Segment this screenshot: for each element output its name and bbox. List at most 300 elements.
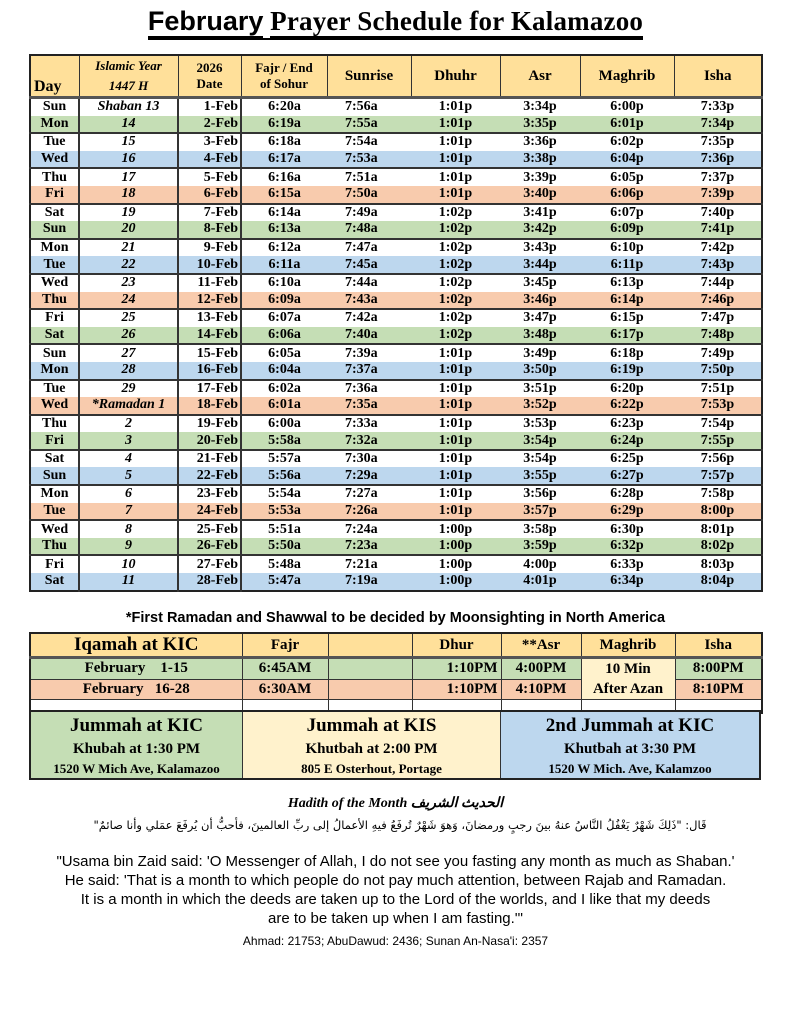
- header-sunrise: Sunrise: [327, 55, 411, 98]
- cell-date: 4-Feb: [178, 151, 241, 169]
- cell-day: Fri: [30, 309, 79, 327]
- cell-asr: 3:36p: [523, 134, 557, 150]
- cell-date: 25-Feb: [178, 520, 241, 538]
- cell-isha: 7:43p: [700, 256, 735, 272]
- cell-sunrise: 7:45a: [345, 256, 378, 272]
- cell-asr: 3:35p: [523, 115, 557, 131]
- cell-islamic: 22: [79, 256, 178, 274]
- jummah-khutbah-time: Khutbah at 3:30 PM: [563, 741, 697, 757]
- cell-sunrise: 7:43a: [345, 291, 378, 307]
- cell-dhuhr: 1:01p: [438, 362, 473, 378]
- cell-day: Wed: [30, 520, 79, 538]
- cell-maghrib: 6:07p: [610, 204, 644, 220]
- cell-fajr: 5:50a: [268, 538, 301, 554]
- cell-date: 13-Feb: [178, 309, 241, 327]
- iqamah-asr: 4:10PM: [501, 679, 581, 700]
- cell-dhuhr: 1:00p: [438, 538, 473, 554]
- cell-date: 5-Feb: [178, 168, 241, 186]
- cell-isha: 7:57p: [700, 467, 735, 483]
- iqamah-period: February 16-28: [30, 679, 242, 700]
- cell-asr: 3:42p: [523, 221, 557, 237]
- cell-sunrise: 7:39a: [345, 345, 378, 361]
- cell-dhuhr: 1:01p: [438, 186, 473, 202]
- cell-date: 2-Feb: [178, 116, 241, 134]
- cell-dhuhr: 1:00p: [438, 556, 473, 572]
- cell-day: Sat: [30, 450, 79, 468]
- cell-isha: 7:42p: [700, 240, 735, 256]
- cell-maghrib: 6:27p: [610, 467, 644, 483]
- cell-asr: 3:53p: [523, 415, 557, 431]
- cell-maghrib: 6:01p: [610, 115, 644, 131]
- moonsighting-note: *First Ramadan and Shawwal to be decided by Moonsighting in North America: [125, 610, 666, 626]
- cell-fajr: 6:02a: [268, 380, 301, 396]
- cell-date: 7-Feb: [178, 204, 241, 222]
- cell-isha: 8:00p: [700, 502, 735, 518]
- schedule-row: [30, 186, 762, 204]
- cell-isha: 8:01p: [700, 521, 735, 537]
- cell-isha: 8:02p: [700, 538, 735, 554]
- hadith-english-quote: [20, 852, 771, 928]
- cell-asr: 4:00p: [523, 556, 557, 572]
- cell-islamic: 29: [79, 380, 178, 398]
- schedule-row: [30, 98, 762, 116]
- cell-maghrib: 6:23p: [610, 415, 644, 431]
- cell-day: Fri: [30, 555, 79, 573]
- cell-islamic: 10: [79, 555, 178, 573]
- cell-isha: 7:36p: [700, 151, 735, 167]
- cell-date: 21-Feb: [178, 450, 241, 468]
- quote-line: are to be taken up when I am fasting.'": [267, 910, 523, 927]
- cell-fajr: 5:58a: [268, 432, 301, 448]
- iqamah-maghrib: [581, 658, 675, 700]
- schedule-row: [30, 116, 762, 134]
- cell-fajr: 6:19a: [268, 115, 301, 131]
- iqamah-table: [29, 632, 763, 714]
- cell-fajr: 6:01a: [268, 397, 301, 413]
- cell-date: 26-Feb: [178, 538, 241, 556]
- cell-day: Sun: [30, 344, 79, 362]
- cell-day: Tue: [30, 133, 79, 151]
- cell-dhuhr: 1:01p: [438, 169, 473, 185]
- iqamah-header-row: [30, 633, 762, 658]
- cell-islamic: 21: [79, 239, 178, 257]
- cell-islamic: 28: [79, 362, 178, 380]
- cell-maghrib: 6:24p: [610, 432, 644, 448]
- cell-fajr: 6:13a: [268, 221, 301, 237]
- cell-asr: 3:40p: [523, 186, 557, 202]
- cell-isha: 7:55p: [700, 432, 735, 448]
- schedule-row: [30, 432, 762, 450]
- cell-maghrib: 6:10p: [610, 240, 644, 256]
- schedule-row: [30, 380, 762, 398]
- cell-dhuhr: 1:01p: [438, 467, 473, 483]
- schedule-row: [30, 256, 762, 274]
- iqamah-header-isha: Isha: [675, 633, 762, 658]
- header-fajr-line2: of Sohur: [259, 76, 309, 91]
- cell-day: Thu: [30, 292, 79, 310]
- jummah-title: 2nd Jummah at KIC: [545, 715, 715, 736]
- cell-sunrise: 7:47a: [345, 240, 378, 256]
- cell-maghrib: 6:06p: [610, 186, 644, 202]
- cell-fajr: 6:05a: [268, 345, 301, 361]
- cell-islamic: 11: [79, 573, 178, 591]
- cell-date: 14-Feb: [178, 327, 241, 345]
- cell-sunrise: 7:35a: [345, 397, 378, 413]
- cell-isha: 7:46p: [700, 291, 735, 307]
- header-date: [178, 55, 241, 98]
- cell-isha: 7:54p: [700, 415, 735, 431]
- cell-isha: 7:34p: [700, 115, 735, 131]
- cell-day: Sun: [30, 221, 79, 239]
- schedule-row: [30, 274, 762, 292]
- cell-isha: 7:48p: [700, 327, 735, 343]
- cell-day: Tue: [30, 256, 79, 274]
- cell-date: 27-Feb: [178, 555, 241, 573]
- cell-day: Sat: [30, 573, 79, 591]
- cell-isha: 7:58p: [700, 486, 735, 502]
- cell-sunrise: 7:24a: [345, 521, 378, 537]
- cell-day: Wed: [30, 151, 79, 169]
- cell-day: Mon: [30, 362, 79, 380]
- cell-dhuhr: 1:01p: [438, 486, 473, 502]
- iqamah-dhur: 1:10PM: [412, 679, 501, 700]
- header-fajr-line1: Fajr / End: [255, 60, 313, 75]
- quote-line: "Usama bin Zaid said: 'O Messenger of Allah, I do not see you fasting any month as much as Shaban.': [56, 853, 735, 870]
- cell-isha: 7:53p: [700, 397, 735, 413]
- cell-date: 15-Feb: [178, 344, 241, 362]
- cell-asr: 3:41p: [523, 204, 557, 220]
- cell-dhuhr: 1:02p: [438, 310, 473, 326]
- cell-dhuhr: 1:02p: [438, 327, 473, 343]
- cell-day: Mon: [30, 485, 79, 503]
- cell-dhuhr: 1:01p: [438, 115, 473, 131]
- cell-dhuhr: 1:02p: [438, 204, 473, 220]
- cell-dhuhr: 1:00p: [438, 573, 473, 589]
- prayer-schedule-table: [29, 54, 763, 592]
- schedule-row: [30, 204, 762, 222]
- cell-asr: 3:39p: [523, 169, 557, 185]
- cell-asr: 4:01p: [523, 573, 557, 589]
- jummah-kis: [243, 712, 501, 778]
- cell-day: Fri: [30, 186, 79, 204]
- header-islamic-year: [79, 55, 178, 98]
- cell-isha: 7:50p: [700, 362, 735, 378]
- cell-fajr: 5:47a: [268, 573, 301, 589]
- jummah-khutbah-time: Khutbah at 2:00 PM: [305, 741, 438, 757]
- cell-sunrise: 7:50a: [345, 186, 378, 202]
- iqamah-maghrib-line1: 10 Min: [605, 661, 651, 677]
- cell-date: 19-Feb: [178, 415, 241, 433]
- cell-islamic: 7: [79, 503, 178, 521]
- cell-sunrise: 7:32a: [345, 432, 378, 448]
- schedule-row: [30, 221, 762, 239]
- cell-dhuhr: 1:02p: [438, 275, 473, 291]
- header-day: Day: [30, 55, 79, 98]
- iqamah-isha: 8:00PM: [675, 658, 762, 680]
- cell-islamic: 23: [79, 274, 178, 292]
- cell-islamic: 26: [79, 327, 178, 345]
- cell-sunrise: 7:40a: [345, 327, 378, 343]
- cell-sunrise: 7:33a: [345, 415, 378, 431]
- jummah-address: 1520 W Mich. Ave, Kalamzoo: [548, 761, 712, 776]
- schedule-row: [30, 309, 762, 327]
- cell-day: Thu: [30, 538, 79, 556]
- jummah-address: 1520 W Mich Ave, Kalamazoo: [53, 761, 220, 776]
- cell-islamic: 24: [79, 292, 178, 310]
- cell-asr: 3:56p: [523, 486, 557, 502]
- cell-maghrib: 6:18p: [610, 345, 644, 361]
- cell-fajr: 6:00a: [268, 415, 301, 431]
- cell-sunrise: 7:54a: [345, 134, 378, 150]
- cell-maghrib: 6:00p: [610, 99, 644, 115]
- cell-isha: 7:41p: [700, 221, 735, 237]
- cell-maghrib: 6:28p: [610, 486, 644, 502]
- cell-sunrise: 7:26a: [345, 502, 378, 518]
- cell-dhuhr: 1:01p: [438, 432, 473, 448]
- quote-line: He said: 'That is a month to which people do not pay much attention, between Rajab and Ramadan.: [64, 872, 727, 889]
- schedule-row: [30, 362, 762, 380]
- cell-dhuhr: 1:01p: [438, 502, 473, 518]
- cell-fajr: 5:53a: [268, 502, 301, 518]
- cell-asr: 3:47p: [523, 310, 557, 326]
- title-rest: Prayer Schedule for Kalamazoo: [270, 6, 644, 36]
- jummah-section: [29, 710, 761, 780]
- cell-day: Wed: [30, 397, 79, 415]
- header-dhuhr: Dhuhr: [411, 55, 500, 98]
- cell-asr: 3:48p: [523, 327, 557, 343]
- cell-date: 9-Feb: [178, 239, 241, 257]
- cell-date: 3-Feb: [178, 133, 241, 151]
- cell-islamic: 27: [79, 344, 178, 362]
- cell-sunrise: 7:56a: [345, 99, 378, 115]
- cell-fajr: 6:18a: [268, 134, 301, 150]
- cell-asr: 3:54p: [523, 451, 557, 467]
- cell-asr: 3:50p: [523, 362, 557, 378]
- iqamah-maghrib-line2: After Azan: [592, 681, 664, 697]
- cell-asr: 3:59p: [523, 538, 557, 554]
- cell-isha: 7:47p: [700, 310, 735, 326]
- cell-fajr: 5:56a: [268, 467, 301, 483]
- cell-date: 22-Feb: [178, 467, 241, 485]
- cell-day: Sun: [30, 98, 79, 116]
- cell-dhuhr: 1:01p: [438, 134, 473, 150]
- cell-asr: 3:49p: [523, 345, 557, 361]
- iqamah-header-fajr: Fajr: [242, 633, 328, 658]
- header-date-line1: 2026: [196, 60, 223, 75]
- cell-islamic: 25: [79, 309, 178, 327]
- cell-sunrise: 7:42a: [345, 310, 378, 326]
- cell-sunrise: 7:21a: [345, 556, 378, 572]
- iqamah-fajr: 6:30AM: [242, 679, 328, 700]
- cell-islamic: 15: [79, 133, 178, 151]
- cell-fajr: 5:48a: [268, 556, 301, 572]
- iqamah-header-maghrib: Maghrib: [581, 633, 675, 658]
- header-asr: Asr: [500, 55, 580, 98]
- cell-maghrib: 6:32p: [610, 538, 644, 554]
- cell-islamic: 8: [79, 520, 178, 538]
- schedule-row: [30, 573, 762, 591]
- cell-fajr: 6:20a: [268, 99, 301, 115]
- cell-maghrib: 6:34p: [610, 573, 644, 589]
- cell-isha: 7:40p: [700, 204, 735, 220]
- cell-islamic: 16: [79, 151, 178, 169]
- cell-sunrise: 7:23a: [345, 538, 378, 554]
- schedule-row: [30, 292, 762, 310]
- cell-sunrise: 7:36a: [345, 380, 378, 396]
- cell-date: 10-Feb: [178, 256, 241, 274]
- cell-maghrib: 6:29p: [610, 502, 644, 518]
- cell-maghrib: 6:17p: [610, 327, 644, 343]
- cell-date: 28-Feb: [178, 573, 241, 591]
- schedule-row: [30, 450, 762, 468]
- jummah-title: Jummah at KIS: [306, 715, 437, 736]
- cell-fajr: 6:16a: [268, 169, 301, 185]
- cell-asr: 3:57p: [523, 502, 557, 518]
- cell-sunrise: 7:51a: [345, 169, 378, 185]
- schedule-body: [30, 98, 762, 591]
- cell-day: Wed: [30, 274, 79, 292]
- cell-islamic: 2: [79, 415, 178, 433]
- cell-sunrise: 7:53a: [345, 151, 378, 167]
- cell-dhuhr: 1:01p: [438, 345, 473, 361]
- schedule-row: [30, 239, 762, 257]
- cell-asr: 3:46p: [523, 291, 557, 307]
- cell-maghrib: 6:22p: [610, 397, 644, 413]
- quote-line: It is a month in which the deeds are taken up to the Lord of the worlds, and I like that my deeds: [80, 891, 711, 908]
- cell-asr: 3:58p: [523, 521, 557, 537]
- cell-islamic: 20: [79, 221, 178, 239]
- cell-asr: 3:45p: [523, 275, 557, 291]
- cell-dhuhr: 1:01p: [438, 397, 473, 413]
- jummah-kic: [31, 712, 243, 778]
- iqamah-period: February 1-15: [30, 658, 242, 680]
- cell-date: 24-Feb: [178, 503, 241, 521]
- cell-fajr: 5:54a: [268, 486, 301, 502]
- cell-islamic: 6: [79, 485, 178, 503]
- cell-day: Sat: [30, 204, 79, 222]
- header-fajr: [241, 55, 327, 98]
- iqamah-blank: [328, 658, 412, 680]
- cell-islamic: 19: [79, 204, 178, 222]
- iqamah-header-asr: **Asr: [501, 633, 581, 658]
- iqamah-asr: 4:00PM: [501, 658, 581, 680]
- cell-maghrib: 6:14p: [610, 291, 644, 307]
- cell-day: Mon: [30, 239, 79, 257]
- cell-islamic: 9: [79, 538, 178, 556]
- cell-dhuhr: 1:02p: [438, 240, 473, 256]
- cell-maghrib: 6:04p: [610, 151, 644, 167]
- cell-asr: 3:52p: [523, 397, 557, 413]
- hadith-reference: Ahmad: 21753; AbuDawud: 2436; Sunan An-Nasa'i: 2357: [242, 934, 549, 948]
- cell-date: 18-Feb: [178, 397, 241, 415]
- cell-fajr: 6:04a: [268, 362, 301, 378]
- cell-day: Sun: [30, 467, 79, 485]
- cell-date: 17-Feb: [178, 380, 241, 398]
- cell-asr: 3:44p: [523, 256, 557, 272]
- cell-fajr: 6:09a: [268, 291, 301, 307]
- cell-date: 16-Feb: [178, 362, 241, 380]
- cell-sunrise: 7:29a: [345, 467, 378, 483]
- cell-sunrise: 7:30a: [345, 451, 378, 467]
- schedule-row: [30, 538, 762, 556]
- cell-isha: 7:56p: [700, 451, 735, 467]
- cell-islamic: *Ramadan 1: [79, 397, 178, 415]
- cell-date: 1-Feb: [178, 98, 241, 116]
- cell-date: 20-Feb: [178, 432, 241, 450]
- iqamah-isha: 8:10PM: [675, 679, 762, 700]
- cell-isha: 7:35p: [700, 134, 735, 150]
- cell-isha: 7:39p: [700, 186, 735, 202]
- cell-asr: 3:54p: [523, 432, 557, 448]
- cell-fajr: 6:14a: [268, 204, 301, 220]
- cell-dhuhr: 1:01p: [438, 415, 473, 431]
- schedule-row: [30, 397, 762, 415]
- cell-date: 6-Feb: [178, 186, 241, 204]
- cell-maghrib: 6:30p: [610, 521, 644, 537]
- cell-asr: 3:34p: [523, 99, 557, 115]
- cell-day: Thu: [30, 415, 79, 433]
- cell-maghrib: 6:05p: [610, 169, 644, 185]
- iqamah-fajr: 6:45AM: [242, 658, 328, 680]
- cell-maghrib: 6:09p: [610, 221, 644, 237]
- cell-dhuhr: 1:00p: [438, 521, 473, 537]
- schedule-row: [30, 168, 762, 186]
- cell-isha: 7:33p: [700, 99, 735, 115]
- cell-maghrib: 6:33p: [610, 556, 644, 572]
- cell-date: 23-Feb: [178, 485, 241, 503]
- hadith-arabic-text: قَال: "ذَلِكَ شَهْرٌ يَغْفُلُ النَّاسُ عنهُ بينَ رجبٍ ورمضانَ، وَهوَ شَهْرٌ تُرفَعُ فيهِ الأعمالُ إلى ربِّ العالمينَ، فأحبُّ أن يُرفَعَ عمَلي وأنا صائمٌ": [93, 818, 707, 832]
- iqamah-blank: [328, 679, 412, 700]
- cell-maghrib: 6:19p: [610, 362, 644, 378]
- header-maghrib: Maghrib: [580, 55, 674, 98]
- cell-islamic: 17: [79, 168, 178, 186]
- cell-fajr: 6:15a: [268, 186, 301, 202]
- cell-dhuhr: 1:02p: [438, 291, 473, 307]
- cell-islamic: 18: [79, 186, 178, 204]
- cell-date: 11-Feb: [178, 274, 241, 292]
- page-title: [0, 6, 791, 40]
- schedule-row: [30, 415, 762, 433]
- cell-fajr: 5:51a: [268, 521, 301, 537]
- cell-isha: 7:49p: [700, 345, 735, 361]
- cell-asr: 3:51p: [523, 380, 557, 396]
- cell-day: Thu: [30, 168, 79, 186]
- cell-isha: 7:37p: [700, 169, 735, 185]
- iqamah-title: Iqamah at KIC: [30, 633, 242, 658]
- cell-dhuhr: 1:01p: [438, 99, 473, 115]
- cell-isha: 7:44p: [700, 275, 735, 291]
- cell-day: Sat: [30, 327, 79, 345]
- cell-fajr: 5:57a: [268, 451, 301, 467]
- jummah-khutbah-time: Khubah at 1:30 PM: [72, 741, 201, 757]
- cell-maghrib: 6:25p: [610, 451, 644, 467]
- cell-fajr: 6:06a: [268, 327, 301, 343]
- cell-fajr: 6:07a: [268, 310, 301, 326]
- cell-fajr: 6:10a: [268, 275, 301, 291]
- iqamah-dhur: 1:10PM: [412, 658, 501, 680]
- cell-sunrise: 7:19a: [345, 573, 378, 589]
- cell-isha: 7:51p: [700, 380, 735, 396]
- cell-dhuhr: 1:02p: [438, 256, 473, 272]
- cell-maghrib: 6:20p: [610, 380, 644, 396]
- schedule-row: [30, 520, 762, 538]
- cell-day: Fri: [30, 432, 79, 450]
- schedule-row: [30, 555, 762, 573]
- cell-maghrib: 6:02p: [610, 134, 644, 150]
- header-date-line2: Date: [196, 76, 223, 91]
- cell-sunrise: 7:48a: [345, 221, 378, 237]
- schedule-row: [30, 344, 762, 362]
